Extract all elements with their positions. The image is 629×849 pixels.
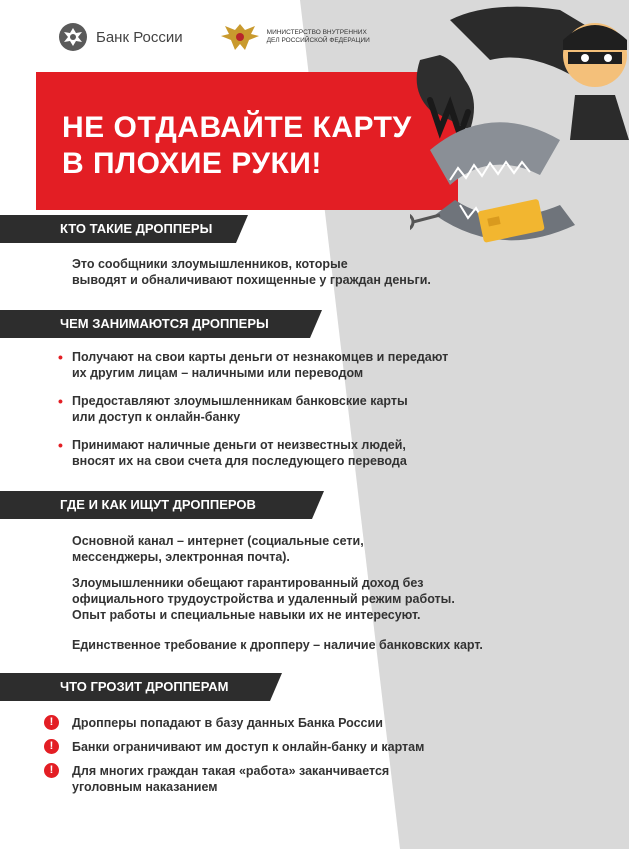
where-paragraph-3: Единственное требование к дропперу – наличие банковских карт. <box>72 638 483 652</box>
mvd-eagle-emblem-icon <box>219 20 261 54</box>
where-paragraph-1: Основной канал – интернет (социальные сети, мессенджеры, электронная почта). <box>72 534 364 564</box>
who-description: Это сообщники злоумышленников, которые выводят и обналичивают похищенные у граждан деньги. <box>72 257 431 287</box>
headline-line-1: НЕ ОТДАВАЙТЕ КАРТУ <box>62 111 412 144</box>
list-item: ! Для многих граждан такая «работа» заканчивается уголовным наказанием <box>44 763 504 795</box>
warning-icon: ! <box>44 763 59 778</box>
bank-of-russia-logo <box>58 22 183 52</box>
list-item: • Предоставляют злоумышленникам банковские карты или доступ к онлайн-банку <box>58 393 408 424</box>
warning-icon: ! <box>44 715 59 730</box>
section-title-where: ГДЕ И КАК ИЩУТ ДРОППЕРОВ <box>60 497 256 512</box>
bullet-dot-icon: • <box>58 349 63 365</box>
section-header-threat <box>0 673 270 701</box>
list-item: • Принимают наличные деньги от неизвестных людей, вносят их на свои счета для последующего перевода <box>58 437 407 468</box>
section-title-what: ЧЕМ ЗАНИМАЮТСЯ ДРОППЕРЫ <box>60 316 269 331</box>
section-title-threat: ЧТО ГРОЗИТ ДРОППЕРАМ <box>60 679 229 694</box>
eagle-emblem-icon <box>58 22 88 52</box>
ministry-logo <box>219 20 377 54</box>
headline <box>62 110 412 182</box>
list-item: ! Дропперы попадают в базу данных Банка России <box>44 715 504 731</box>
bank-name: Банк России <box>96 28 183 46</box>
section-header-who <box>0 215 236 243</box>
ministry-name: МИНИСТЕРСТВО ВНУТРЕННИХ ДЕЛ РОССИЙСКОЙ ФЕДЕРАЦИИ <box>266 29 370 44</box>
section-header-where <box>0 491 312 519</box>
headline-line-2: В ПЛОХИЕ РУКИ! <box>62 147 322 180</box>
where-paragraph-2: Злоумышленники обещают гарантированный доход без официального трудоустройства и удаленный режим работы. Опыт работы и специальные навыки их не интересуют. <box>72 576 455 622</box>
list-item: • Получают на свои карты деньги от незнакомцев и передают их другим лицам – наличными или переводом <box>58 349 449 380</box>
section-header-what <box>0 310 310 338</box>
list-item: ! Банки ограничивают им доступ к онлайн-банку и картам <box>44 739 504 755</box>
bullet-dot-icon: • <box>58 393 63 409</box>
thief-with-bear-trap-icon <box>410 0 629 280</box>
section-title-who: КТО ТАКИЕ ДРОППЕРЫ <box>60 221 213 236</box>
logos-bar <box>58 14 377 60</box>
bullet-dot-icon: • <box>58 437 63 453</box>
warning-icon: ! <box>44 739 59 754</box>
